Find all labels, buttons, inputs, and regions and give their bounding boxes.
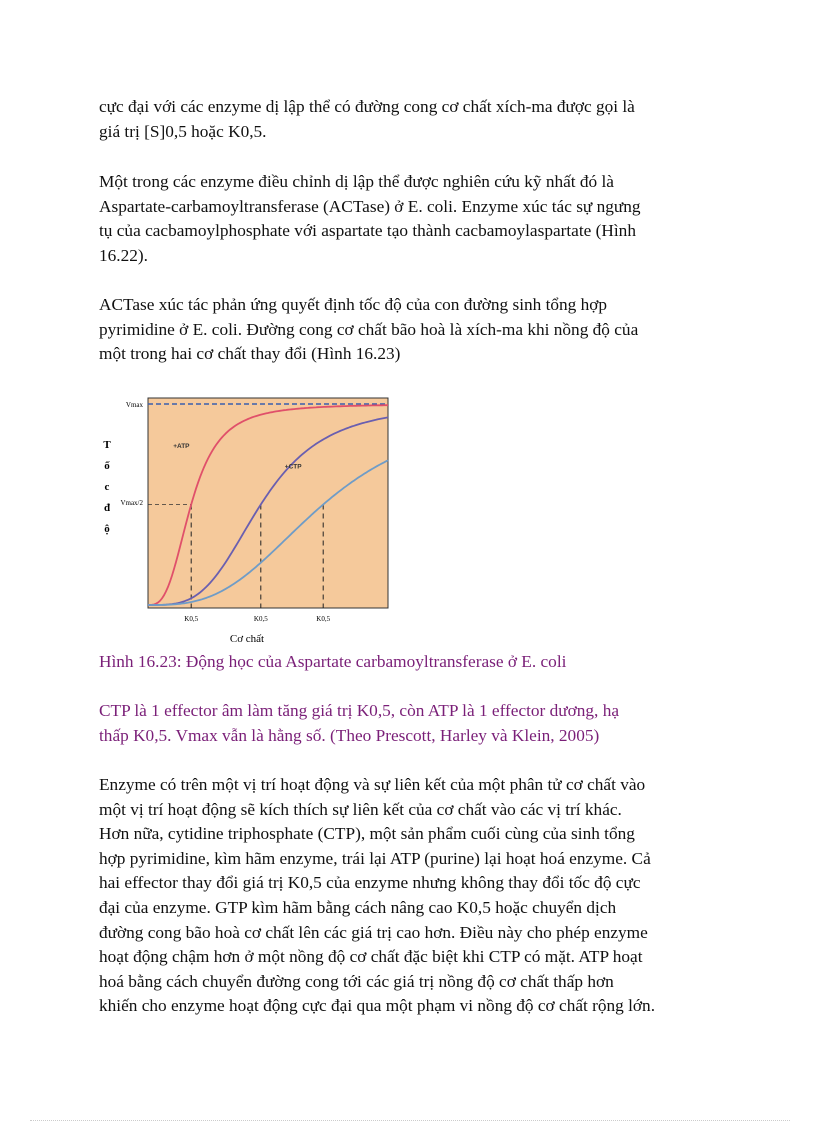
- paragraph-allosteric-explanation: [99, 773, 739, 1019]
- plot-background: [148, 398, 388, 608]
- series-label: +ATP: [173, 443, 190, 451]
- text-line: ACTase xúc tác phản ứng quyết định tốc độ của con đường sinh tổng hợp: [99, 295, 608, 314]
- figure-caption: [99, 650, 739, 675]
- x-axis-label: Cơ chất: [229, 633, 265, 645]
- page-bottom-divider: [30, 1120, 790, 1121]
- text-line: tụ của cacbamoylphosphate với aspartate tạo thành cacbamoylaspartate (Hình: [99, 221, 636, 241]
- paragraph-effector-note: [99, 699, 739, 748]
- text-line: hợp pyrimidine, kìm hãm enzyme, trái lại ATP (purine) lại hoạt hoá enzyme. Cả: [99, 848, 651, 868]
- text-line: đường cong bão hoà cơ chất lên các giá trị cao hơn. Điều này cho phép enzyme: [99, 922, 648, 942]
- text-line: giá trị [S]0,5 hoặc K0,5.: [99, 121, 267, 141]
- text-line: hai effector thay đổi giá trị K0,5 của enzyme nhưng không thay đổi tốc độ cực: [99, 873, 641, 893]
- ytick-vmax: Vmax: [125, 401, 143, 409]
- text-line: Aspartate-carbamoyltransferase (ACTase) ở E. coli. Enzyme xúc tác sự ngưng: [99, 196, 641, 216]
- text-line: một trong hai cơ chất thay đổi (Hình 16.23): [99, 344, 401, 364]
- text-line: Một trong các enzyme điều chỉnh dị lập thể được nghiên cứu kỹ nhất đó là: [99, 172, 614, 191]
- paragraph-actase-role: [99, 293, 739, 367]
- text-line: thấp K0,5. Vmax vẫn là hằng số. (Theo Prescott, Harley và Klein, 2005): [99, 725, 600, 745]
- text-line: CTP là 1 effector âm làm tăng giá trị K0,5, còn ATP là 1 effector dương, hạ: [99, 701, 620, 720]
- ylabel-letter: ố: [104, 460, 110, 472]
- text-line: Hơn nữa, cytidine triphosphate (CTP), một sản phẩm cuối cùng của sinh tổng: [99, 824, 635, 844]
- text-line: Enzyme có trên một vị trí hoạt động và sự liên kết của một phân tử cơ chất vào: [99, 775, 646, 794]
- ylabel-letter: c: [104, 481, 110, 493]
- xtick-label: K0,5: [253, 615, 268, 623]
- text-line: pyrimidine ở E. coli. Đường cong cơ chất bão hoà là xích-ma khi nồng độ của: [99, 319, 639, 339]
- text-line: hoạt động chậm hơn ở một nồng độ cơ chất đặc biệt khi CTP có mặt. ATP hoạt: [99, 947, 643, 967]
- series-label: +CTP: [284, 463, 302, 471]
- paragraph-actase-intro: [99, 170, 739, 268]
- xtick-label: K0,5: [184, 615, 199, 623]
- ytick-half-vmax: Vmax/2: [120, 499, 143, 507]
- ylabel-letter: đ: [103, 502, 111, 514]
- xtick-label: K0,5: [316, 615, 331, 623]
- text-line: đại của enzyme. GTP kìm hãm bằng cách nâng cao K0,5 hoặc chuyển dịch: [99, 897, 617, 917]
- text-line: cực đại với các enzyme dị lập thể có đường cong cơ chất xích-ma được gọi là: [99, 97, 635, 116]
- paragraph-kinetics-intro: [99, 95, 739, 144]
- text-line: Hình 16.23: Động học của Aspartate carbamoyltransferase ở E. coli: [99, 652, 567, 671]
- text-line: một vị trí hoạt động sẽ kích thích sự liên kết của cơ chất vào các vị trí khác.: [99, 799, 622, 819]
- text-line: 16.22).: [99, 245, 148, 265]
- ylabel-letter: T: [103, 439, 111, 451]
- text-line: hoá bằng cách chuyển đường cong tới các giá trị nồng độ cơ chất thấp hơn: [99, 971, 614, 991]
- actase-kinetics-chart: [99, 393, 395, 647]
- text-line: khiến cho enzyme hoạt động cực đại qua một phạm vi nồng độ cơ chất rộng lớn.: [99, 996, 656, 1016]
- ylabel-letter: ộ: [104, 523, 110, 535]
